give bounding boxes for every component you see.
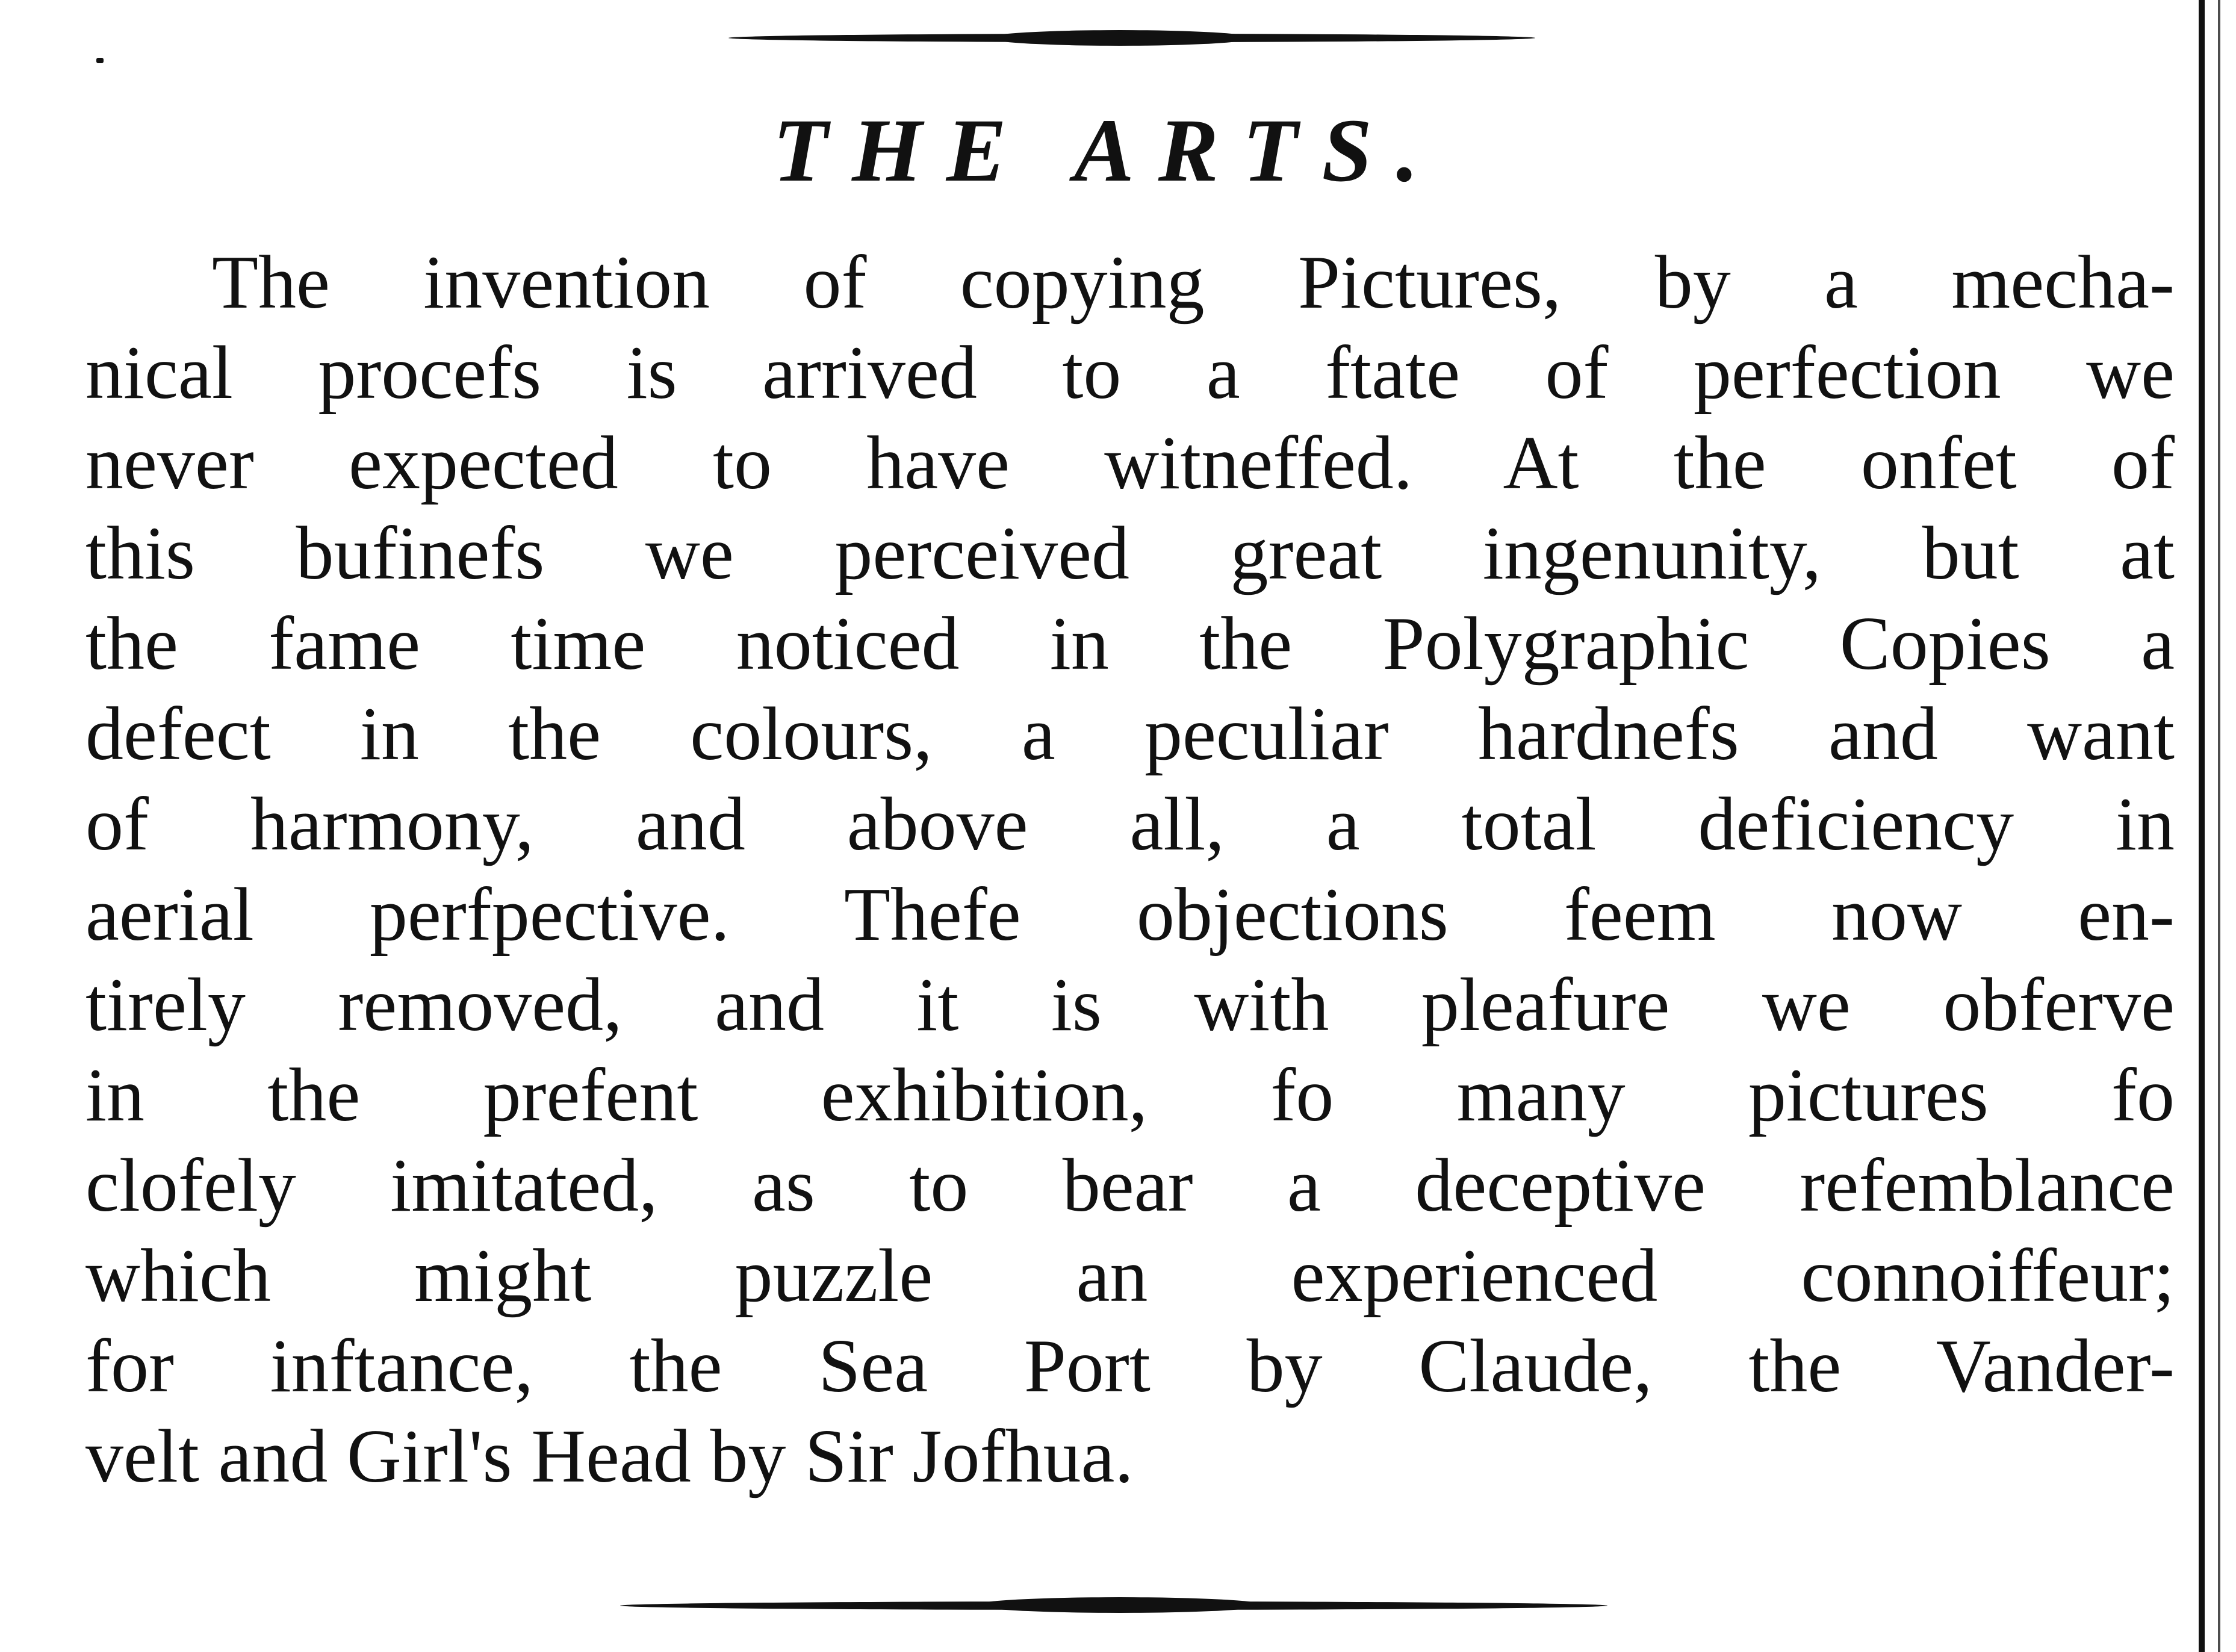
article-line: the fame time noticed in the Polygraphic Copies a bbox=[85, 602, 2175, 686]
section-heading: THE ARTS. bbox=[772, 101, 1443, 200]
article-line: which might puzzle an experienced connoiffeur; bbox=[85, 1234, 2175, 1318]
article-line: this bufinefs we perceived great ingenunity, but at bbox=[85, 512, 2175, 595]
top-decorative-rule-swell bbox=[987, 30, 1252, 46]
bottom-decorative-rule-swell bbox=[975, 1597, 1264, 1613]
article-line: in the prefent exhibition, fo many pictures fo bbox=[85, 1054, 2175, 1137]
article-line: clofely imitated, as to bear a deceptive refemblance bbox=[85, 1144, 2175, 1228]
article-line: defect in the colours, a peculiar hardnefs and want bbox=[85, 692, 2175, 776]
article-line: tirely removed, and it is with pleafure we obferve bbox=[85, 963, 2175, 1047]
article-line: of harmony, and above all, a total deficiency in bbox=[85, 783, 2175, 866]
column-divider-rule-secondary bbox=[2218, 0, 2220, 1652]
article-line: never expected to have witneffed. At the onfet of bbox=[85, 421, 2175, 505]
article-line: The invention of copying Pictures, by a mecha- bbox=[212, 241, 2175, 324]
article-line: for inftance, the Sea Port by Claude, the Vander- bbox=[85, 1324, 2175, 1408]
ink-speck bbox=[96, 58, 104, 63]
article-line: nical procefs is arrived to a ftate of perfection we bbox=[85, 331, 2175, 415]
article-line: aerial perfpective. Thefe objections feem now en- bbox=[85, 873, 2175, 957]
article-line: velt and Girl's Head by Sir Jofhua. bbox=[85, 1415, 1134, 1498]
column-divider-rule bbox=[2199, 0, 2205, 1652]
